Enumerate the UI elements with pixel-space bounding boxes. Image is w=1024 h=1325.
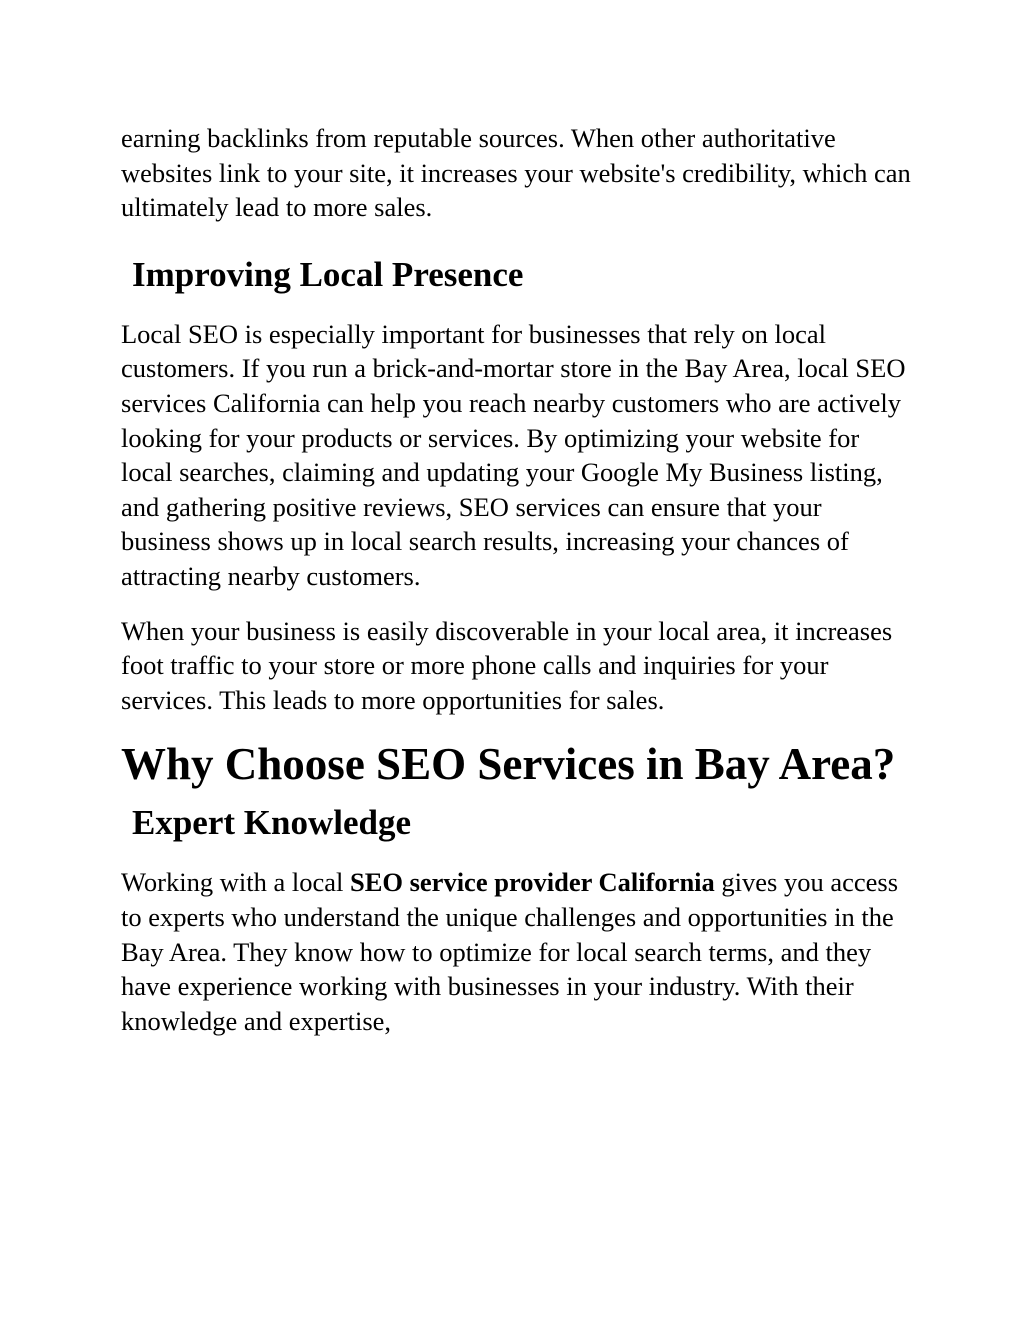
document-content xyxy=(121,121,911,1038)
heading-why-choose-seo: Why Choose SEO Services in Bay Area? xyxy=(121,739,896,790)
expert-text-before: Working with a local xyxy=(121,867,350,898)
expert-knowledge-paragraph xyxy=(121,865,911,1038)
heading-expert-knowledge: Expert Knowledge xyxy=(132,803,412,843)
heading-improving-local-presence: Improving Local Presence xyxy=(132,254,524,294)
local-seo-paragraph: Local SEO is especially important for businesses that rely on local customers. If you run a brick-and-mortar store in the Bay Area, local SEO services California can help you reach nearby customers who are actively looking for your products or services. By optimizing your website for local searches, claiming and updating your Google My Business listing, and gathering positive reviews, SEO services can ensure that your business shows up in local search results, increasing your chances of attracting nearby customers. xyxy=(121,318,906,591)
discoverable-paragraph: When your business is easily discoverable in your local area, it increases foot traffic to your store or more phone calls and inquiries for your services. This leads to more opportunities for sales. xyxy=(121,615,893,715)
expert-text-after: gives you access to experts who understand the unique challenges and opportunities in the Bay Area. They know how to optimize for local search terms, and they have experience working with businesses in your industry. With their knowledge and expertise, xyxy=(121,867,899,1036)
expert-bold-term: SEO service provider California xyxy=(349,867,715,898)
intro-paragraph: earning backlinks from reputable sources. When other authoritative websites link to your site, it increases your website's credibility, which can ultimately lead to more sales. xyxy=(121,123,911,223)
